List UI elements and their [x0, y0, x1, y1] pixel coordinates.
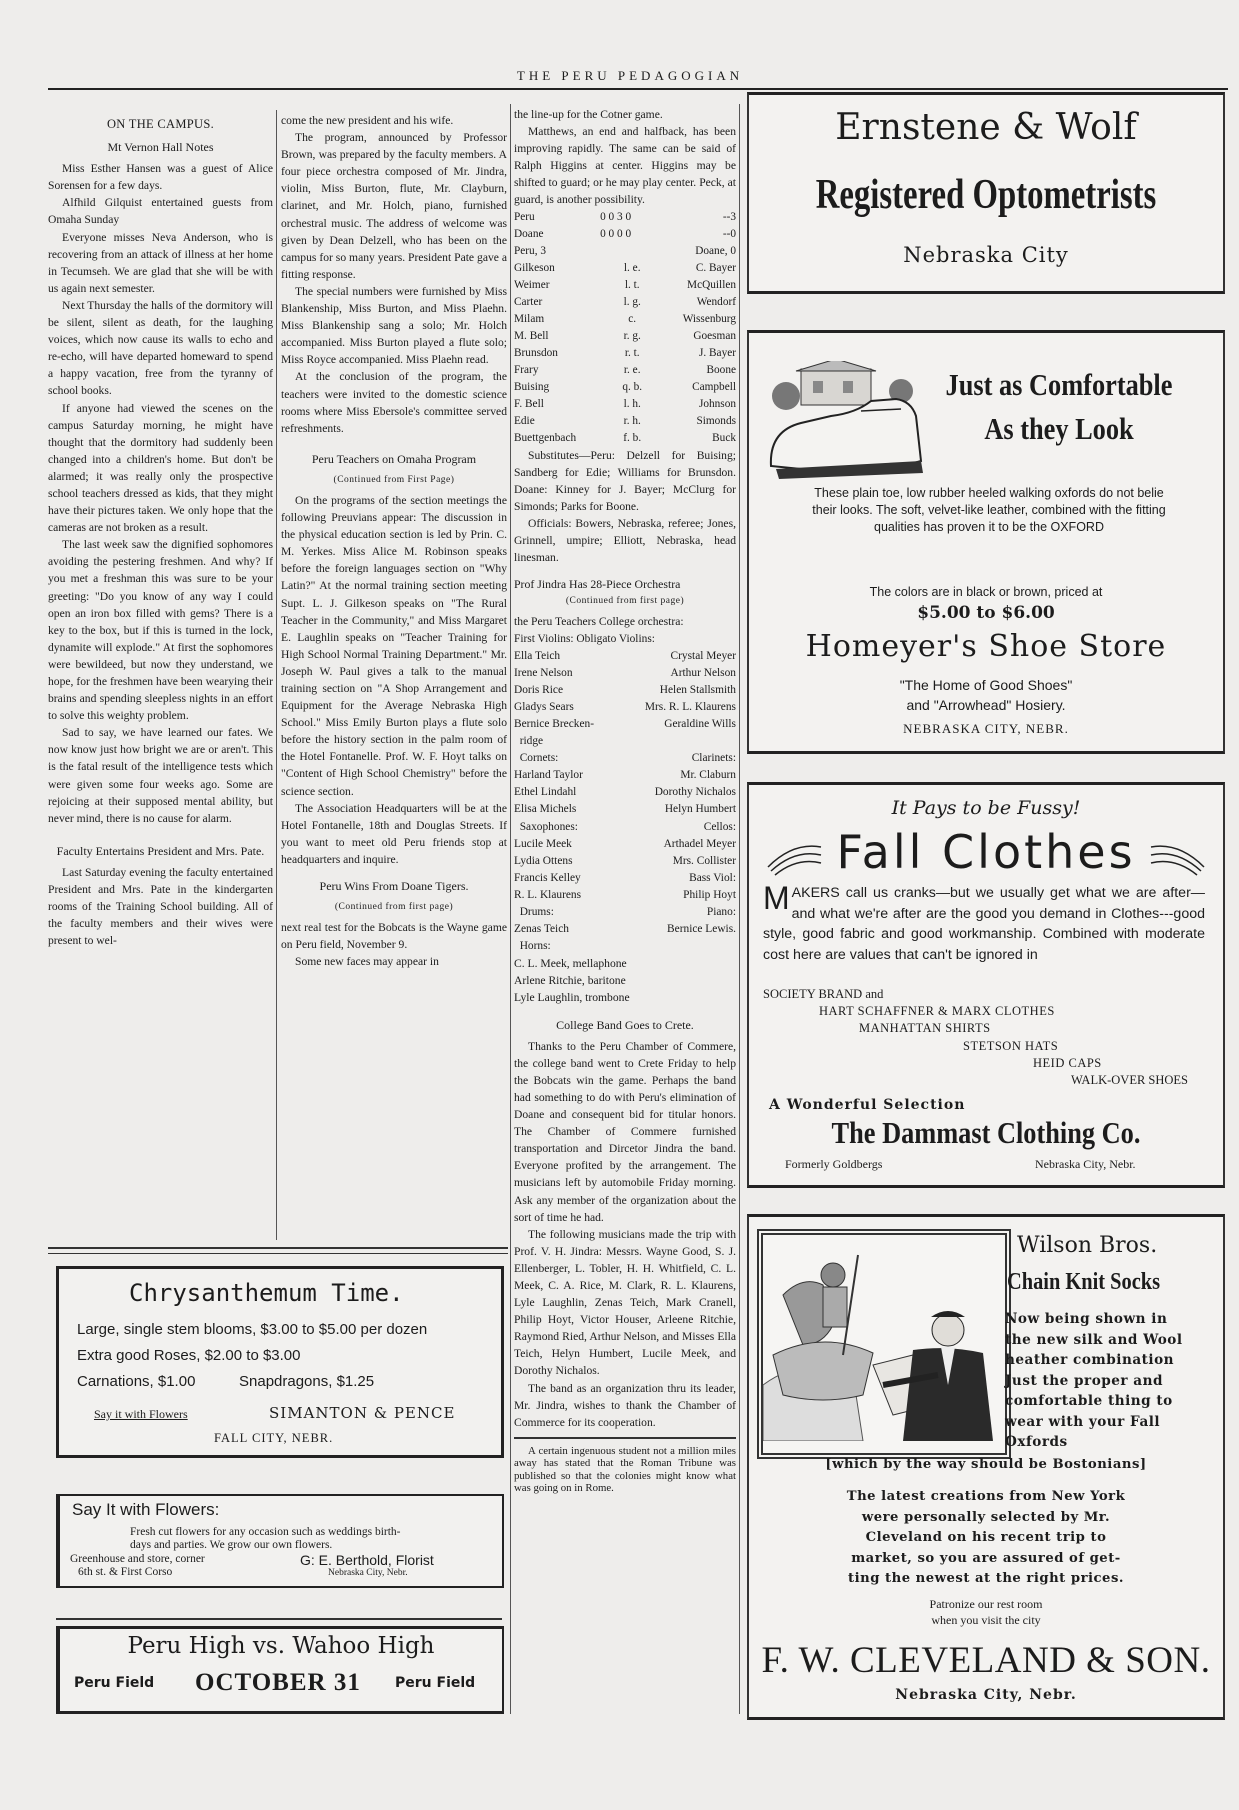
divider — [514, 1437, 736, 1439]
roster-entry: First Violins: Obligato Violins: — [514, 632, 655, 645]
ad-headline: Chain Knit Socks — [1007, 1269, 1161, 1295]
roster-line: Lyle Laughlin, trombone — [514, 991, 630, 1005]
roster-entry: Helyn Humbert — [664, 803, 736, 816]
roster-entry: Drums: — [514, 906, 554, 918]
player-name: J. Bayer — [698, 346, 736, 359]
lineup-header-row — [514, 243, 736, 260]
berthold-florist-ad — [56, 1494, 504, 1588]
lineup-row — [514, 345, 736, 362]
position: c. — [628, 312, 637, 325]
player-name: Wendorf — [696, 295, 736, 308]
section-rule — [48, 1247, 508, 1249]
roster-row — [514, 699, 736, 716]
ad-firm: SIMANTON & PENCE — [269, 1404, 456, 1422]
ad-city: NEBRASKA CITY, NEBR. — [903, 721, 1069, 736]
roster-row — [514, 784, 736, 801]
paragraph: On the programs of the section meetings the following Preuvians appear: The discussion in the physical education section is led by Prin. C. M. Yerkes. Miss Alice M. Robinson speaks before the foreign languages section on "Why Latin?" At the normal training section meeting Supt. L. J. Gilkeson speaks on "The Rural Teacher in the Community," and Miss Margaret E. Laughlin speaks on "Teacher Training for High School Normal Training Department." Mr. Joseph W. Paul gives a talk to the manual training section on "A Shop Arrangement and Equipment for the Average Nebraska High School." Miss Emily Burton plays a flute solo before the history section in the palm room of the Hotel Fontanelle. Prof. W. F. Hoyt talks on "Content of High School Chemistry" before the science section. — [281, 493, 507, 798]
ad-brand: Wilson Bros. — [1017, 1233, 1158, 1258]
ad-florist-name: G: E. Berthold, Florist — [300, 1552, 434, 1568]
player-name: Buettgenbach — [514, 431, 577, 444]
roster-entry: Helen Stallsmith — [659, 683, 736, 696]
illustration-frame — [757, 1229, 1011, 1459]
paragraph: If anyone had viewed the scenes on the campus Saturday morning, he might have thought that the dormitory had suddenly been changed into a children's home. But don't be alarmed; it was really only the prospective school teachers dressed as kids, that they might have their pictures taken. We only hope that the cameras are not broken as a result. — [48, 401, 273, 535]
lineup-row — [514, 311, 736, 328]
column-divider — [510, 104, 511, 1240]
ad-brand: HART SCHAFFNER & MARX CLOTHES — [819, 1004, 1055, 1018]
paragraph: next real test for the Bobcats is the Wayne game on Peru field, November 9. — [281, 921, 507, 952]
roster-entry: Arthur Nelson — [670, 666, 736, 679]
roster-entry: Bernice Brecken- — [514, 717, 595, 730]
ad-firm: Ernstene & Wolf — [835, 107, 1137, 148]
position: f. b. — [623, 431, 642, 444]
ad-line: the new silk and Wool — [1005, 1331, 1183, 1348]
position: l. g. — [623, 295, 641, 308]
lineup-row — [514, 413, 736, 430]
roster-line: Arlene Ritchie, baritone — [514, 974, 626, 988]
ad-tagline: "The Home of Good Shoes" — [899, 677, 1073, 693]
roster-entry: Mrs. R. L. Klaurens — [644, 700, 736, 713]
lineup-row — [514, 277, 736, 294]
player-name: Campbell — [692, 380, 736, 393]
player-name: Carter — [514, 295, 543, 308]
ad-line: Fresh cut flowers for any occasion such as weddings birth- — [130, 1526, 401, 1538]
ad-title: Chrysanthemum Time. — [129, 1279, 404, 1307]
paragraph: the line-up for the Cotner game. — [514, 108, 663, 121]
roster-entry: Geraldine Wills — [664, 717, 736, 730]
player-name: M. Bell — [514, 329, 549, 342]
roster-entry: ridge — [514, 735, 544, 748]
ad-line: ting the newest at the right prices. — [848, 1571, 1124, 1586]
ad-line: Now being shown in — [1005, 1311, 1168, 1327]
player-name: Wissenburg — [682, 312, 736, 325]
paragraph: A certain ingenuous student not a million miles away has stated that the Roman Tribune was published so that the colonies might know what was going on in Rome. — [514, 1444, 736, 1495]
roster-entry: Lucile Meek — [514, 837, 572, 850]
ad-city: Nebraska City, Nebr. — [895, 1687, 1077, 1703]
ad-line: Cleveland on his recent trip to — [865, 1530, 1107, 1545]
roster-row — [514, 665, 736, 682]
ad-venue: Peru Field — [74, 1675, 155, 1691]
section-rule — [48, 1253, 508, 1254]
ad-title: Peru High vs. Wahoo High — [127, 1633, 435, 1659]
roster-entry: Lydia Ottens — [514, 854, 573, 867]
roster-entry: Philip Hoyt — [683, 888, 736, 901]
roster-entry: Cornets: — [514, 752, 559, 765]
football-game-ad — [56, 1626, 504, 1714]
roster-entry: Harland Taylor — [514, 769, 583, 782]
player-name: Milam — [514, 312, 545, 325]
roster-entry: Francis Kelley — [514, 871, 581, 884]
ad-line: Patronize our rest room — [929, 1597, 1043, 1611]
ad-line: when you visit the city — [931, 1613, 1041, 1627]
section-heading: ON THE CAMPUS. — [106, 117, 215, 131]
oxford-shoe-icon — [761, 361, 931, 481]
masthead: THE PERU PEDAGOGIAN — [516, 68, 744, 83]
position: q. b. — [622, 380, 643, 393]
ad-line: 6th st. & First Corso — [78, 1566, 173, 1578]
team-name: Peru — [514, 210, 535, 223]
paragraph: Next Thursday the halls of the dormitory will be silent, silent as death, for the laughing voices, which now cause its walls to echo and re-echo, will have departed homeward to spend a happy vacation, free from the tyranny of school books. — [48, 298, 273, 398]
paragraph: The following musicians made the trip with Prof. V. H. Jindra: Messrs. Wayne Good, S. J. Ellenberger, L. Tobler, H. H. Whitfield, C. L. Meek, C. A. Rice, M. Clark, R. L. Klaurens, Lyle Laughlin, Zenas Teich, Mark Cranell, Philip Hoyt, Victor Houser, Arleene Ritchie, Raymond Ried, Arthur Nelson, and Misses Ella Teich, Helyn Humbert, Lucile Meek, and Dorothy Nichalos. — [514, 1227, 736, 1378]
lineup-table — [514, 260, 736, 447]
ad-line: wear with your Fall — [1005, 1413, 1161, 1430]
roster-entry: Clarinets: — [691, 752, 736, 765]
article-subheading: Prof Jindra Has 28-Piece Orchestra — [514, 577, 681, 592]
lineup-row — [514, 294, 736, 311]
roster-row — [514, 631, 736, 648]
ad-line: Formerly Goldbergs — [785, 1157, 883, 1171]
position: r. t. — [624, 346, 640, 359]
continued-note: (Continued from first page) — [565, 596, 685, 607]
ad-city: Nebraska City, Nebr. — [1035, 1157, 1136, 1171]
ad-tagline: and "Arrowhead" Hosiery. — [906, 697, 1066, 713]
ad-line: Greenhouse and store, corner — [70, 1553, 205, 1565]
masthead-rule — [48, 88, 1228, 90]
roster-entry: Piano: — [706, 906, 736, 918]
roster-row — [514, 938, 736, 955]
roster-row — [514, 921, 736, 938]
ad-line: The colors are in black or brown, priced at — [869, 585, 1103, 599]
ad-line: The latest creations from New York — [846, 1489, 1126, 1504]
ad-body — [763, 880, 1205, 965]
roster-row — [514, 819, 736, 836]
roster-entry: Saxophones: — [514, 820, 578, 833]
score-table — [514, 209, 736, 260]
orchestra-roster — [514, 631, 736, 956]
paragraph: come the new president and his wife. — [281, 114, 454, 127]
paragraph: At the conclusion of the program, the teachers were invited to the domestic science rooms where Miss Ebersole's committee served refreshments. — [281, 370, 507, 435]
lineup-row — [514, 379, 736, 396]
roster-entry: Cellos: — [703, 820, 736, 833]
player-name: Frary — [514, 363, 539, 376]
roster-entry: Crystal Meyer — [670, 649, 736, 662]
ad-line: comfortable thing to — [1005, 1393, 1173, 1409]
player-name: Johnson — [698, 397, 736, 410]
article-body — [48, 160, 273, 827]
roster-entry: R. L. Klaurens — [514, 888, 582, 901]
player-name: Simonds — [696, 414, 736, 427]
ad-brand: MANHATTAN SHIRTS — [859, 1021, 991, 1035]
ad-line: Snapdragons, $1.25 — [239, 1373, 375, 1390]
continued-note: (Continued from first page) — [334, 902, 454, 913]
ad-body: These plain toe, low rubber heeled walking oxfords do not belie their looks. The soft, velvet-like leather, combined with the fitting qualities has proven it to be the OXFORD — [812, 486, 1166, 534]
roster-row — [514, 767, 736, 784]
team-name: Doane, 0 — [695, 244, 736, 257]
score-row — [514, 209, 736, 226]
paragraph: The band as an organization thru its leader, Mr. Jindra, wishes to thank the Chamber of Commerce for its cooperation. — [514, 1381, 736, 1429]
ad-city: Nebraska City, Nebr. — [328, 1568, 408, 1578]
roster-entry: Zenas Teich — [514, 923, 569, 936]
ad-headline: Just as Comfortable — [945, 367, 1173, 402]
paragraph: The last week saw the dignified sophomores avoiding the pestering freshmen. And why? If you met a freshman this was sure to be your greeting: "Do you know of any way I could open an iron box filled with gems? There is a key to the box, but if this is turned in the lock, dynamite will explode." At first the sophomores were bewildeed, but now they understand, we hope, for the freshmen have been wearying their brains and spending sleepless nights in an effort to solve this weighty problem. — [48, 538, 273, 723]
roster-row — [514, 853, 736, 870]
paragraph: Last Saturday evening the faculty entertained President and Mrs. Pate in the kindergarten rooms of the Training School building. All of the faculty members and their wives were present to wel- — [48, 865, 273, 948]
player-name: McQuillen — [687, 278, 736, 291]
ad-line: Large, single stem blooms, $3.00 to $5.00 per dozen — [77, 1321, 428, 1338]
homeyer-shoe-ad — [747, 330, 1225, 754]
roster-row — [514, 904, 736, 921]
lineup-row — [514, 328, 736, 345]
ad-title: Registered Optometrists — [815, 172, 1157, 218]
column-3 — [514, 106, 736, 1495]
article-subheading: Faculty Entertains President and Mrs. Pate. — [56, 843, 265, 858]
lineup-row — [514, 362, 736, 379]
paragraph: Miss Esther Hansen was a guest of Alice Sorensen for a few days. — [48, 162, 273, 193]
paragraph: The Association Headquarters will be at the Hotel Fontanelle, 18th and Douglas Streets. If you want to meet old Peru friends stop at headquarters and inquire. — [281, 801, 507, 866]
ad-brand: SOCIETY BRAND and — [763, 987, 884, 1001]
roster-row — [514, 870, 736, 887]
player-name: Buck — [712, 431, 736, 444]
ad-line: Extra good Roses, $2.00 to $3.00 — [77, 1347, 301, 1364]
lineup-row — [514, 396, 736, 413]
knight-and-gentleman-illustration — [763, 1235, 993, 1441]
ad-brand: HEID CAPS — [1033, 1056, 1102, 1070]
team-name: Peru, 3 — [514, 244, 547, 257]
position: l. e. — [623, 261, 641, 274]
ad-date: OCTOBER 31 — [195, 1669, 361, 1696]
paragraph: Alfhild Gilquist entertained guests from Omaha Sunday — [48, 196, 273, 227]
roster-row — [514, 836, 736, 853]
player-name: Gilkeson — [514, 261, 555, 274]
roster-row — [514, 716, 736, 733]
ad-title: Say It with Flowers: — [72, 1500, 220, 1519]
ad-line: heather combination — [1005, 1352, 1175, 1368]
cleveland-ad — [747, 1214, 1225, 1720]
ad-body — [1005, 1309, 1215, 1453]
roster-row — [514, 682, 736, 699]
quarter-scores: 0 0 3 0 — [600, 210, 632, 223]
roster-entry: Gladys Sears — [514, 700, 574, 713]
paragraph: Thanks to the Peru Chamber of Commere, the college band went to Crete Friday to help the Bobcats win the game. Perhaps the band had something to do with Peru's elimination of Doane and consequent bid for titular honors. The Chamber of Commere furnished transportation and Dircetor Jindra the band. Everyone profited by the arrangement. The musicians left by automobile Friday morning. Ask any member of the organization about the sort of time he had. — [514, 1039, 736, 1224]
position: r. h. — [623, 414, 641, 427]
roster-row — [514, 801, 736, 818]
ad-price: $5.00 to $6.00 — [917, 603, 1055, 623]
player-name: Edie — [514, 414, 535, 427]
ad-line: days and parties. We grow our own flowers. — [130, 1539, 333, 1551]
quarter-scores: 0 0 0 0 — [600, 227, 632, 240]
article-subheading: Peru Teachers on Omaha Program — [311, 451, 477, 466]
ad-body — [749, 1487, 1223, 1590]
ad-line: Carnations, $1.00 — [77, 1373, 196, 1390]
roster-entry: Horns: — [514, 940, 551, 953]
roster-row — [514, 733, 736, 750]
total-score: --3 — [722, 210, 736, 223]
roster-entry: Ethel Lindahl — [514, 786, 577, 799]
roster-entry: Mr. Claburn — [680, 769, 736, 782]
ad-city: Nebraska City — [903, 243, 1069, 267]
ad-script: It Pays to be Fussy! — [891, 797, 1081, 819]
roster-entry: Bernice Lewis. — [667, 923, 736, 936]
lineup-row — [514, 260, 736, 277]
paragraph: Matthews, an end and halfback, has been improving rapidly. The same can be said of Ralph Higgins at center. Higgins may be shifted to guard; or he may play center. Peck, at guard, is another possibility. — [514, 125, 736, 207]
column-2 — [281, 112, 507, 971]
ad-firm: Homeyer's Shoe Store — [805, 629, 1167, 664]
roster-row — [514, 648, 736, 665]
continued-note: (Continued from First Page) — [333, 474, 455, 485]
ad-line: were personally selected by Mr. — [861, 1509, 1111, 1525]
roster-entry: Ella Teich — [514, 649, 561, 662]
ad-headline: As they Look — [984, 411, 1134, 446]
roster-entry: Dorothy Nichalos — [654, 786, 736, 799]
roster-entry: Bass Viol: — [689, 871, 736, 884]
player-name: F. Bell — [514, 397, 544, 410]
player-name: C. Bayer — [695, 261, 736, 274]
article-subheading: College Band Goes to Crete. — [556, 1017, 694, 1032]
position: r. e. — [623, 363, 641, 376]
column-divider — [276, 110, 277, 1240]
position: r. g. — [623, 329, 641, 342]
ad-slogan: Say it with Flowers — [94, 1407, 188, 1421]
ernstene-wolf-ad — [747, 92, 1225, 294]
paragraph: Everyone misses Neva Anderson, who is recovering from an attack of illness at her home in Tecumseh. We are glad that she will be with us again next semester. — [48, 230, 273, 295]
roster-line: C. L. Meek, mellaphone — [514, 957, 627, 971]
ad-title: Fall Clothes — [836, 825, 1136, 879]
roster-entry: Mrs. Collister — [672, 854, 736, 867]
paragraph: Some new faces may appear in — [295, 955, 439, 969]
chrysanthemum-ad — [56, 1266, 504, 1458]
roster-entry: Arthadel Meyer — [663, 837, 736, 850]
paragraph: Substitutes—Peru: Delzell for Buising; Sandberg for Edie; Williams for Brunsdon. Doane: Kinney for J. Bayer; McClurg for Simonds; Parks for Boone. — [514, 448, 736, 513]
score-row — [514, 226, 736, 243]
roster-entry: Elisa Michels — [514, 803, 577, 816]
ad-brand: STETSON HATS — [963, 1039, 1059, 1053]
ad-brand: WALK-OVER SHOES — [1071, 1073, 1189, 1087]
paragraph: Sad to say, we have learned our fates. We now know just how bright we are or aren't. This is the fatal result of the intelligence tests which were given some four weeks ago. Some are rejoicing at their supposed mental ability, but never mind, there is no cause for alarm. — [48, 726, 273, 825]
position: l. h. — [623, 397, 641, 410]
roster-entry: Irene Nelson — [514, 666, 573, 679]
player-name: Brunsdon — [514, 346, 558, 359]
dammast-clothing-ad — [747, 782, 1225, 1188]
ad-body-text: AKERS call us cranks—but we usually get what we are after—and what we're after are the good you demand in Clothes---good style, good fabric and good workmanship. Combined with moderate cost here are values that can't be ignored in — [763, 885, 1205, 963]
column-divider — [510, 1240, 511, 1714]
ad-subhead: A Wonderful Selection — [769, 1097, 966, 1113]
ad-city: FALL CITY, NEBR. — [214, 1431, 334, 1445]
ad-firm: The Dammast Clothing Co. — [831, 1115, 1141, 1150]
player-name: Goesman — [693, 329, 736, 342]
roster-row — [514, 887, 736, 904]
ad-line: Just the proper and — [1005, 1372, 1164, 1389]
player-name: Weimer — [514, 278, 550, 291]
ad-venue: Peru Field — [395, 1675, 476, 1691]
article-subheading: Mt Vernon Hall Notes — [107, 140, 214, 155]
paragraph: The program, announced by Professor Brown, was prepared by the faculty members. A four piece orchestra composed of Mr. Jindra, violin, Miss Burton, flute, Mr. Clayburn, clarinet, and Mr. Holch, piano, furnished orchestral music. The address of welcome was given by Dean Delzell, who has been on the campus for so many years. President Pate gave a fitting response. — [281, 131, 507, 281]
lineup-row — [514, 430, 736, 447]
position: l. t. — [624, 278, 640, 291]
ad-note: [which by the way should be Bostonians] — [825, 1457, 1147, 1472]
section-rule — [56, 1618, 502, 1620]
drop-cap: M — [763, 880, 790, 916]
paragraph: The special numbers were furnished by Miss Blankenship, Miss Burton, and Miss Plaehn. Miss Blankenship sang a solo; Mr. Holch accompanied. Miss Burton played a flute solo; Miss Royce accompanied. Miss Plaehn read. — [281, 284, 507, 367]
team-name: Doane — [514, 227, 544, 240]
column-1 — [48, 112, 273, 949]
column-divider — [739, 104, 740, 1714]
ad-line: Oxfords — [1005, 1434, 1068, 1450]
roster-entry: Doris Rice — [514, 683, 564, 696]
paragraph: Officials: Bowers, Nebraska, referee; Jones, Grinnell, umpire; Elliott, Nebraska, head linesman. — [514, 516, 736, 565]
paragraph: the Peru Teachers College orchestra: — [514, 615, 684, 629]
ad-line: market, so you are assured of get- — [851, 1550, 1121, 1566]
article-subheading: Peru Wins From Doane Tigers. — [319, 879, 469, 894]
player-name: Buising — [514, 380, 550, 393]
ad-firm: F. W. CLEVELAND & SON. — [761, 1640, 1211, 1681]
total-score: --0 — [722, 227, 736, 240]
roster-row — [514, 750, 736, 767]
player-name: Boone — [706, 363, 736, 376]
